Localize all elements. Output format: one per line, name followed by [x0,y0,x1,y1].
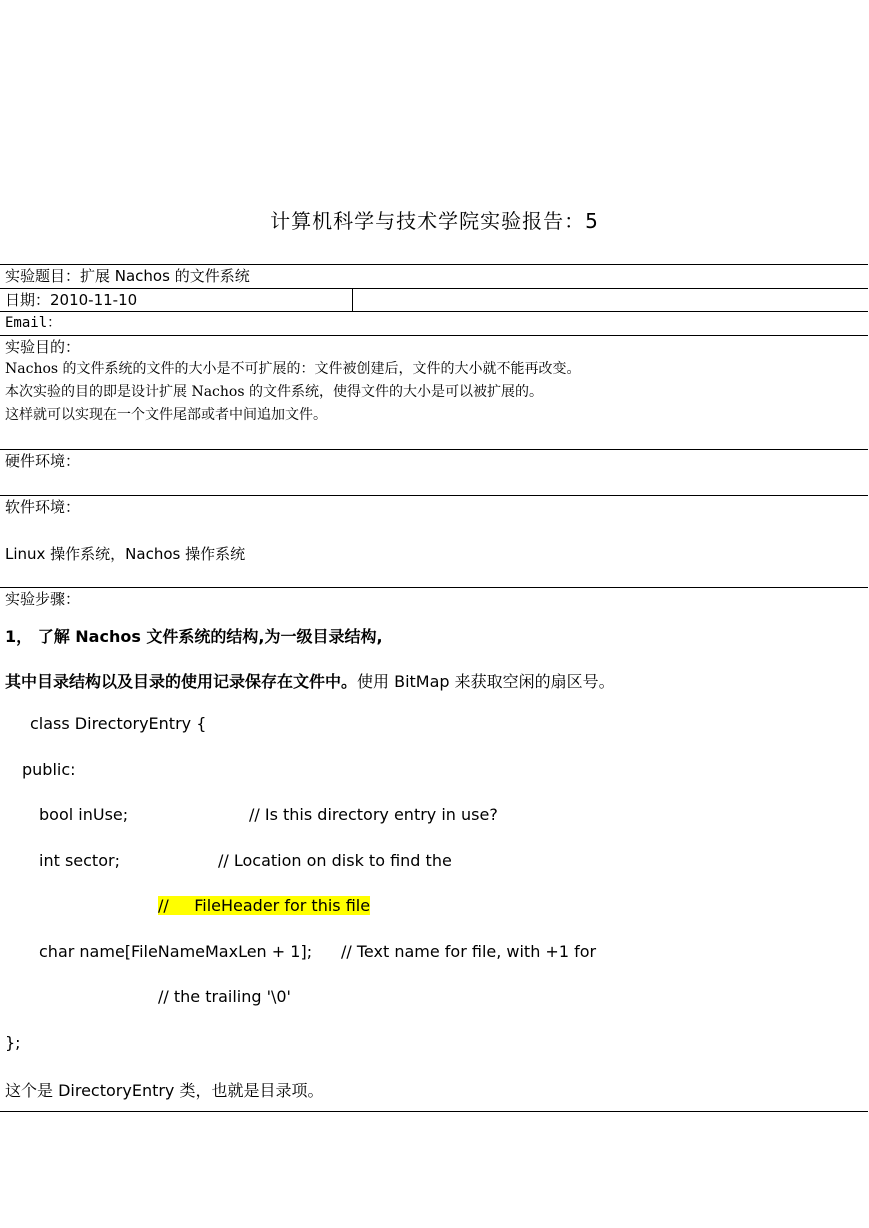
date-text: 日期：2010-11-10 [5,291,138,309]
highlighted-text: // FileHeader for this file [158,896,371,915]
code-comment: // Location on disk to find the [218,851,452,870]
purpose-label: 实验目的： [5,338,81,356]
hardware-row [0,450,868,496]
email-text: Email： [5,315,62,331]
subject-text: 实验题目：扩展 Nachos 的文件系统 [5,267,250,285]
step-line-2-rest: 使用 BitMap 来获取空闲的扇区号。 [357,672,615,691]
date-row [0,289,868,312]
step-line-2 [5,669,615,692]
code-line: }; [5,1033,21,1052]
report-table [0,264,868,1112]
closing-text: 这个是 DirectoryEntry 类，也就是目录项。 [5,1081,324,1100]
code-comment: // the trailing '\0' [158,987,291,1006]
email-row [0,312,868,336]
hardware-label: 硬件环境： [5,452,81,470]
code-comment: // Text name for file, with +1 for [341,942,597,961]
purpose-row [0,336,868,450]
software-label: 软件环境： [5,498,81,516]
software-row [0,496,868,588]
code-line: bool inUse; [39,805,129,824]
steps-label: 实验步骤： [5,590,81,608]
software-value: Linux 操作系统，Nachos 操作系统 [5,545,246,563]
page-title: 计算机科学与技术学院实验报告：5 [270,209,599,233]
purpose-line: 本次实验的目的即是设计扩展 Nachos 的文件系统，使得文件的大小是可以被扩展的。 [5,384,543,400]
date-cell [0,289,353,311]
step-line-2-bold: 其中目录结构以及目录的使用记录保存在文件中。 [5,672,358,691]
code-line: int sector; [39,851,120,870]
code-line: class DirectoryEntry { [30,714,207,733]
purpose-line: Nachos 的文件系统的文件的大小是不可扩展的：文件被创建后，文件的大小就不能再改变。 [5,361,581,377]
purpose-lines [0,358,868,427]
code-comment: // Is this directory entry in use? [249,805,498,824]
subject-row [0,265,868,289]
step-item-1: 1， 了解 Nachos 文件系统的结构,为一级目录结构, [5,627,383,646]
code-comment-highlight [158,896,370,915]
steps-row [0,588,868,1112]
code-line: char name[FileNameMaxLen + 1]; [39,942,313,961]
code-line: public: [22,760,76,779]
purpose-line: 这样就可以实现在一个文件尾部或者中间追加文件。 [5,407,327,423]
